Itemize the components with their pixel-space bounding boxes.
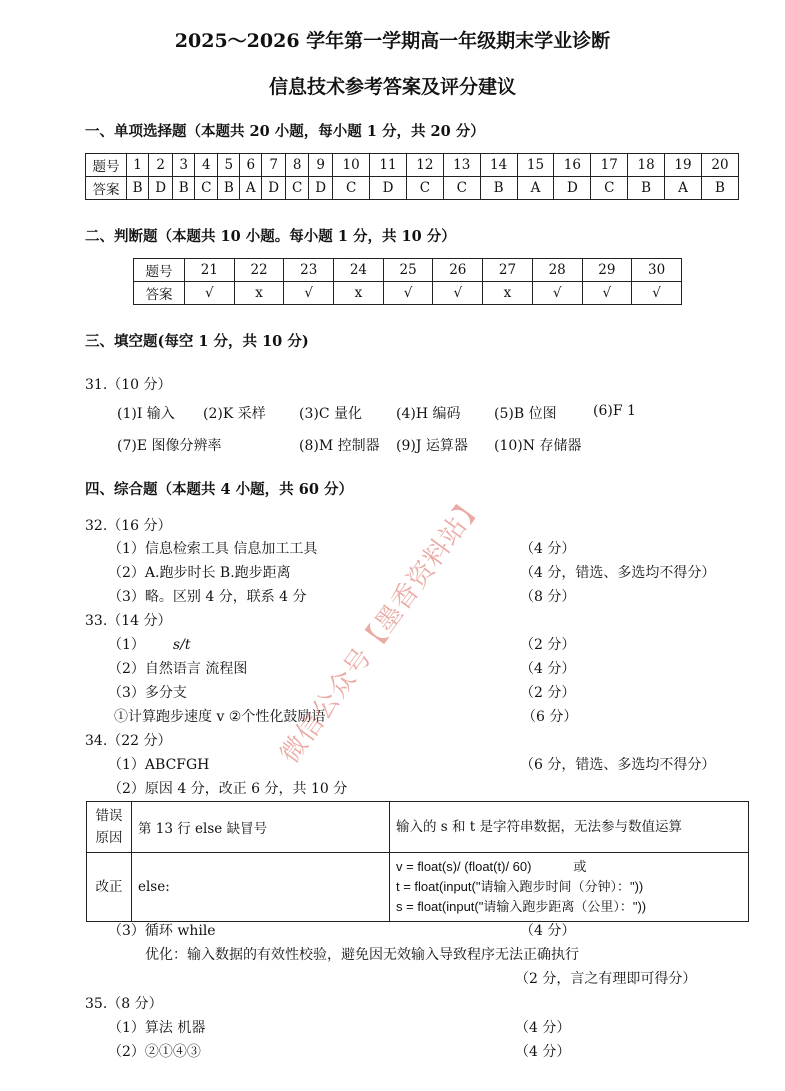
q34-optimization: 优化：输入数据的有效性校验，避免因无效输入导致程序无法正确执行 — [145, 947, 579, 963]
mc-question-number-10: 10 — [333, 154, 370, 177]
mc-answer-15: A — [517, 177, 554, 200]
tf-question-number-8: 28 — [532, 259, 582, 282]
mc-question-number-14: 14 — [480, 154, 517, 177]
mc-answer-17: C — [591, 177, 628, 200]
tf-question-number-4: 24 — [334, 259, 384, 282]
q35-score-1: （4 分） — [515, 1020, 571, 1036]
q32-score-1: （4 分） — [520, 541, 576, 557]
mc-question-number-1: 1 — [127, 154, 149, 177]
mc-answer-9: D — [309, 177, 333, 200]
fix-line-3: s = float(input("请输入跑步距离（公里）：")) — [396, 899, 647, 914]
q31-blank-3: (3)C 量化 — [299, 406, 362, 422]
q33-answer-2: （2）自然语言 流程图 — [108, 661, 248, 677]
mc-question-number-5: 5 — [218, 154, 240, 177]
tf-answer-4: x — [334, 282, 384, 305]
mc-answer-7: D — [262, 177, 286, 200]
q35-answer-2: （2）②①④③ — [108, 1044, 201, 1060]
mc-question-number-16: 16 — [554, 154, 591, 177]
q32-score-2: （4 分，错选、多选均不得分） — [520, 565, 716, 581]
q33-score-4: （6 分） — [522, 709, 578, 725]
fix-line-2: t = float(input("请输入跑步时间（分钟）：")) — [396, 879, 644, 894]
mc-answer-6: A — [240, 177, 262, 200]
fix-code-right — [390, 853, 749, 922]
document-title: 2025～2026 学年第一学期高一年级期末学业诊断 — [174, 30, 611, 52]
mc-question-number-20: 20 — [701, 154, 738, 177]
row-label-answer: 答案 — [86, 177, 127, 200]
fix-line-1: v = float(s)/ (float(t)/ 60) — [396, 859, 532, 874]
section2-heading: 二、判断题（本题共 10 小题。每小题 1 分，共 10 分） — [85, 228, 456, 245]
mc-answer-11: D — [370, 177, 407, 200]
mc-answer-12: C — [406, 177, 443, 200]
tf-answer-5: √ — [383, 282, 433, 305]
q34-title: 34.（22 分） — [85, 733, 172, 749]
q32-score-3: （8 分） — [520, 589, 576, 605]
row-label-answer: 答案 — [134, 282, 185, 305]
mc-answer-1: B — [127, 177, 149, 200]
q31-blank-7: (7)E 图像分辨率 — [117, 438, 222, 454]
mc-question-number-6: 6 — [240, 154, 262, 177]
q34-answer-3: （3）循环 while — [108, 923, 216, 939]
q31-blank-10: (10)N 存储器 — [494, 438, 582, 454]
mc-answer-14: B — [480, 177, 517, 200]
q31-blank-4: (4)H 编码 — [396, 406, 461, 422]
error-reason-cell: 第 13 行 else 缺冒号 — [132, 802, 390, 853]
tf-answer-8: √ — [532, 282, 582, 305]
mc-answer-13: C — [443, 177, 480, 200]
tf-question-number-2: 22 — [234, 259, 284, 282]
fix-code-left: else: — [132, 853, 390, 922]
mc-answer-5: B — [218, 177, 240, 200]
mc-answer-18: B — [628, 177, 665, 200]
section4-heading: 四、综合题（本题共 4 小题，共 60 分） — [85, 481, 353, 498]
q33-formula: s/t — [172, 637, 191, 653]
q32-answer-2: （2）A.跑步时长 B.跑步距离 — [108, 565, 291, 581]
q33-score-2: （4 分） — [520, 661, 576, 677]
tf-answer-9: √ — [582, 282, 632, 305]
mc-answer-3: B — [173, 177, 195, 200]
tf-answer-3: √ — [284, 282, 334, 305]
tf-answer-7: x — [483, 282, 533, 305]
q31-blank-6: (6)F 1 — [593, 403, 636, 419]
mc-answer-16: D — [554, 177, 591, 200]
document-subtitle: 信息技术参考答案及评分建议 — [268, 76, 516, 98]
row-label-question: 题号 — [86, 154, 127, 177]
tf-question-number-5: 25 — [383, 259, 433, 282]
error-reason-detail: 输入的 s 和 t 是字符串数据，无法参与数值运算 — [390, 802, 749, 853]
mc-question-number-8: 8 — [286, 154, 309, 177]
tf-question-number-10: 30 — [632, 259, 682, 282]
q31-title: 31.（10 分） — [85, 377, 172, 393]
q33-title: 33.（14 分） — [85, 613, 172, 629]
mc-question-number-17: 17 — [591, 154, 628, 177]
tf-answer-1: √ — [185, 282, 235, 305]
section3-heading: 三、填空题(每空 1 分，共 10 分) — [85, 333, 309, 350]
mc-answer-10: C — [333, 177, 370, 200]
q32-title: 32.（16 分） — [85, 518, 172, 534]
q34-score-3: （4 分） — [520, 923, 576, 939]
q34-correction-table — [86, 801, 749, 922]
mc-question-number-3: 3 — [173, 154, 195, 177]
q35-score-2: （4 分） — [515, 1044, 571, 1060]
q32-answer-1: （1）信息检索工具 信息加工工具 — [108, 541, 318, 557]
tf-answer-2: x — [234, 282, 284, 305]
watermark: 微信公众号【墨香资料站】 — [274, 489, 490, 770]
mc-question-number-2: 2 — [149, 154, 173, 177]
q34-score-1: （6 分，错选、多选均不得分） — [520, 757, 716, 773]
tf-question-number-1: 21 — [185, 259, 235, 282]
mc-answer-2: D — [149, 177, 173, 200]
q31-blank-8: (8)M 控制器 — [299, 438, 380, 454]
mc-question-number-15: 15 — [517, 154, 554, 177]
q35-title: 35.（8 分） — [85, 996, 163, 1012]
mc-answer-20: B — [701, 177, 738, 200]
mc-question-number-11: 11 — [370, 154, 407, 177]
mc-question-number-18: 18 — [628, 154, 665, 177]
tf-question-number-9: 29 — [582, 259, 632, 282]
q33-score-3: （2 分） — [520, 685, 576, 701]
section2-answer-table — [133, 258, 682, 305]
mc-question-number-19: 19 — [665, 154, 702, 177]
row-label-question: 题号 — [134, 259, 185, 282]
fix-label: 改正 — [87, 853, 132, 922]
fix-or: 或 — [573, 859, 587, 874]
error-reason-label: 错误原因 — [87, 802, 132, 853]
q33-answer-1-prefix: （1） — [108, 637, 145, 653]
mc-answer-19: A — [665, 177, 702, 200]
q34-optimization-score: （2 分，言之有理即可得分） — [515, 971, 697, 987]
tf-question-number-6: 26 — [433, 259, 483, 282]
q31-blank-5: (5)B 位图 — [494, 406, 557, 422]
mc-question-number-13: 13 — [443, 154, 480, 177]
tf-question-number-3: 23 — [284, 259, 334, 282]
q31-blank-2: (2)K 采样 — [203, 406, 266, 422]
q35-answer-1: （1）算法 机器 — [108, 1020, 206, 1036]
q31-blank-9: (9)J 运算器 — [396, 438, 468, 454]
mc-answer-4: C — [195, 177, 218, 200]
q34-answer-2: （2）原因 4 分，改正 6 分，共 10 分 — [108, 781, 348, 797]
mc-question-number-9: 9 — [309, 154, 333, 177]
q33-answer-1 — [108, 634, 190, 654]
q34-answer-1: （1）ABCFGH — [108, 757, 210, 773]
q32-answer-3: （3）略。区别 4 分，联系 4 分 — [108, 589, 307, 605]
tf-question-number-7: 27 — [483, 259, 533, 282]
q33-score-1: （2 分） — [520, 637, 576, 653]
q33-answer-3: （3）多分支 — [108, 685, 187, 701]
tf-answer-6: √ — [433, 282, 483, 305]
section1-answer-table — [85, 153, 739, 200]
mc-question-number-7: 7 — [262, 154, 286, 177]
q33-answer-4: ①计算跑步速度 v ②个性化鼓励语 — [114, 709, 326, 725]
q31-blank-1: (1)I 输入 — [117, 406, 175, 422]
tf-answer-10: √ — [632, 282, 682, 305]
mc-question-number-12: 12 — [406, 154, 443, 177]
section1-heading: 一、单项选择题（本题共 20 小题，每小题 1 分，共 20 分） — [85, 123, 485, 140]
mc-answer-8: C — [286, 177, 309, 200]
mc-question-number-4: 4 — [195, 154, 218, 177]
